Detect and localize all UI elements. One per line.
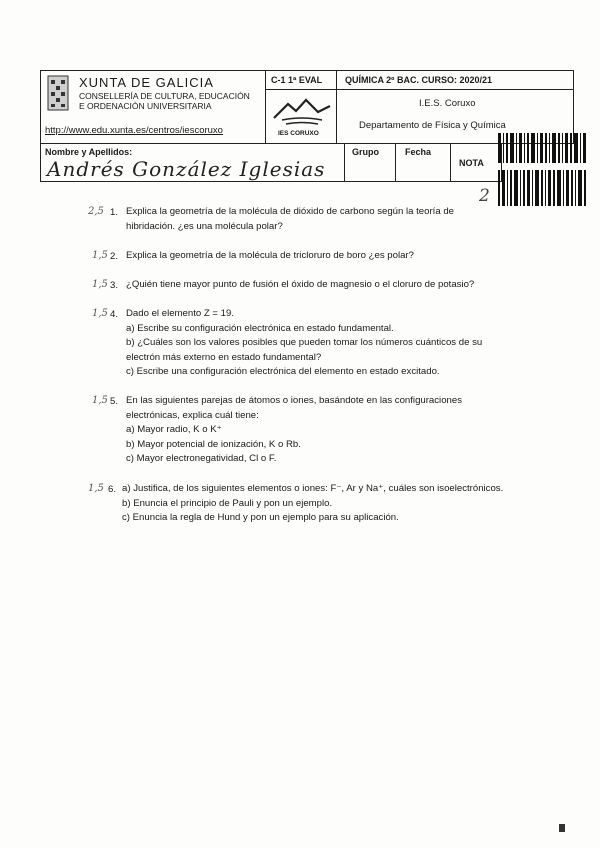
question-line: Dado el elemento Z = 19. [126,308,234,319]
question-line: c) Mayor electronegatividad, Cl o F. [126,453,277,465]
question-mark: 2,5 [88,206,104,217]
question-line: Explica la geometría de la molécula de tricloruro de boro ¿es polar? [126,250,414,261]
question-number: 2. [110,251,119,262]
question-line: b) Mayor potencial de ionización, K o Rb. [126,438,301,450]
question-line: hibridación. ¿es una molécula polar? [126,220,283,232]
barcode-bottom [498,170,586,206]
question-line: a) Mayor radio, K o K⁺ [126,424,222,436]
question-line: b) ¿Cuáles son los valores posibles que pueden tomar los números cuánticos de su [126,337,483,349]
question-mark: 1,5 [88,483,104,494]
department-name: Departamento de Física y Química [359,120,506,131]
question-line: c) Escribe una configuración electrónica del elemento en estado excitado. [126,366,440,378]
question-mark: 1,5 [92,250,108,261]
grade-label: NOTA [459,158,484,168]
grade-handwritten: 2 [479,186,490,206]
question-line: ¿Quién tiene mayor punto de fusión el óxido de magnesio o el cloruro de potasio? [126,279,475,290]
school-url-link[interactable]: http://www.edu.xunta.es/centros/iescoruxo [45,125,223,136]
question-number: 6. [108,484,117,495]
scan-mark [559,824,565,832]
exam-code: C-1 1ª EVAL [271,75,323,85]
question-line: En las siguientes parejas de átomos o iones, basándote en las configuraciones [126,395,462,406]
name-label: Nombre y Apellidos: [45,147,133,157]
dept-line2: E ORDENACIÓN UNIVERSITARIA [79,101,212,111]
date-cell [395,143,451,182]
question-number: 5. [110,396,119,407]
question-number: 1. [110,207,119,218]
subject-cell [336,70,574,90]
question-4 [126,307,482,380]
exam-header [40,70,574,182]
question-line: a) Escribe su configuración electrónica en estado fundamental. [126,322,394,334]
question-3 [126,278,474,293]
xunta-block [40,70,266,144]
question-line: c) Enuncia la regla de Hund y pon un ejemplo para su aplicación. [122,512,399,524]
grade-cell [450,143,502,182]
school-name: I.E.S. Coruxo [419,98,476,109]
question-number: 3. [110,280,119,291]
question-5 [126,394,462,467]
question-line: a) Justifica, de los siguientes elementos o iones: F⁻, Ar y Na⁺, cuáles son isoelectrónicos. [122,483,504,494]
question-mark: 1,5 [92,395,108,406]
name-cell [40,143,345,182]
org-name: XUNTA DE GALICIA [79,75,214,90]
question-number: 4. [110,309,119,320]
school-logo-text: IES CORUXO [278,130,319,137]
subject-course: QUÍMICA 2º BAC. CURSO: 2020/21 [345,75,492,85]
question-1 [126,205,454,234]
date-label: Fecha [405,147,432,157]
student-name-handwritten: Andrés González Iglesias [47,157,326,181]
barcode-top [498,133,586,163]
question-line: electrón más externo en estado fundamental? [126,351,322,363]
question-2 [126,249,414,264]
question-line: Explica la geometría de la molécula de dióxido de carbono según la teoría de [126,206,454,217]
question-mark: 1,5 [92,279,108,290]
dept-line1: CONSELLERÍA DE CULTURA, EDUCACIÓN [79,91,250,101]
exam-code-cell [265,70,337,90]
question-mark: 1,5 [92,308,108,319]
group-label: Grupo [352,147,379,157]
question-line: b) Enuncia el principio de Pauli y pon un ejemplo. [122,497,333,509]
mountains-logo-icon [272,96,332,128]
question-6 [122,482,503,526]
group-cell [344,143,396,182]
question-line: electrónicas, explica cuál tiene: [126,409,259,421]
school-logo-cell [265,89,337,144]
xunta-coat-of-arms-icon [47,75,69,111]
